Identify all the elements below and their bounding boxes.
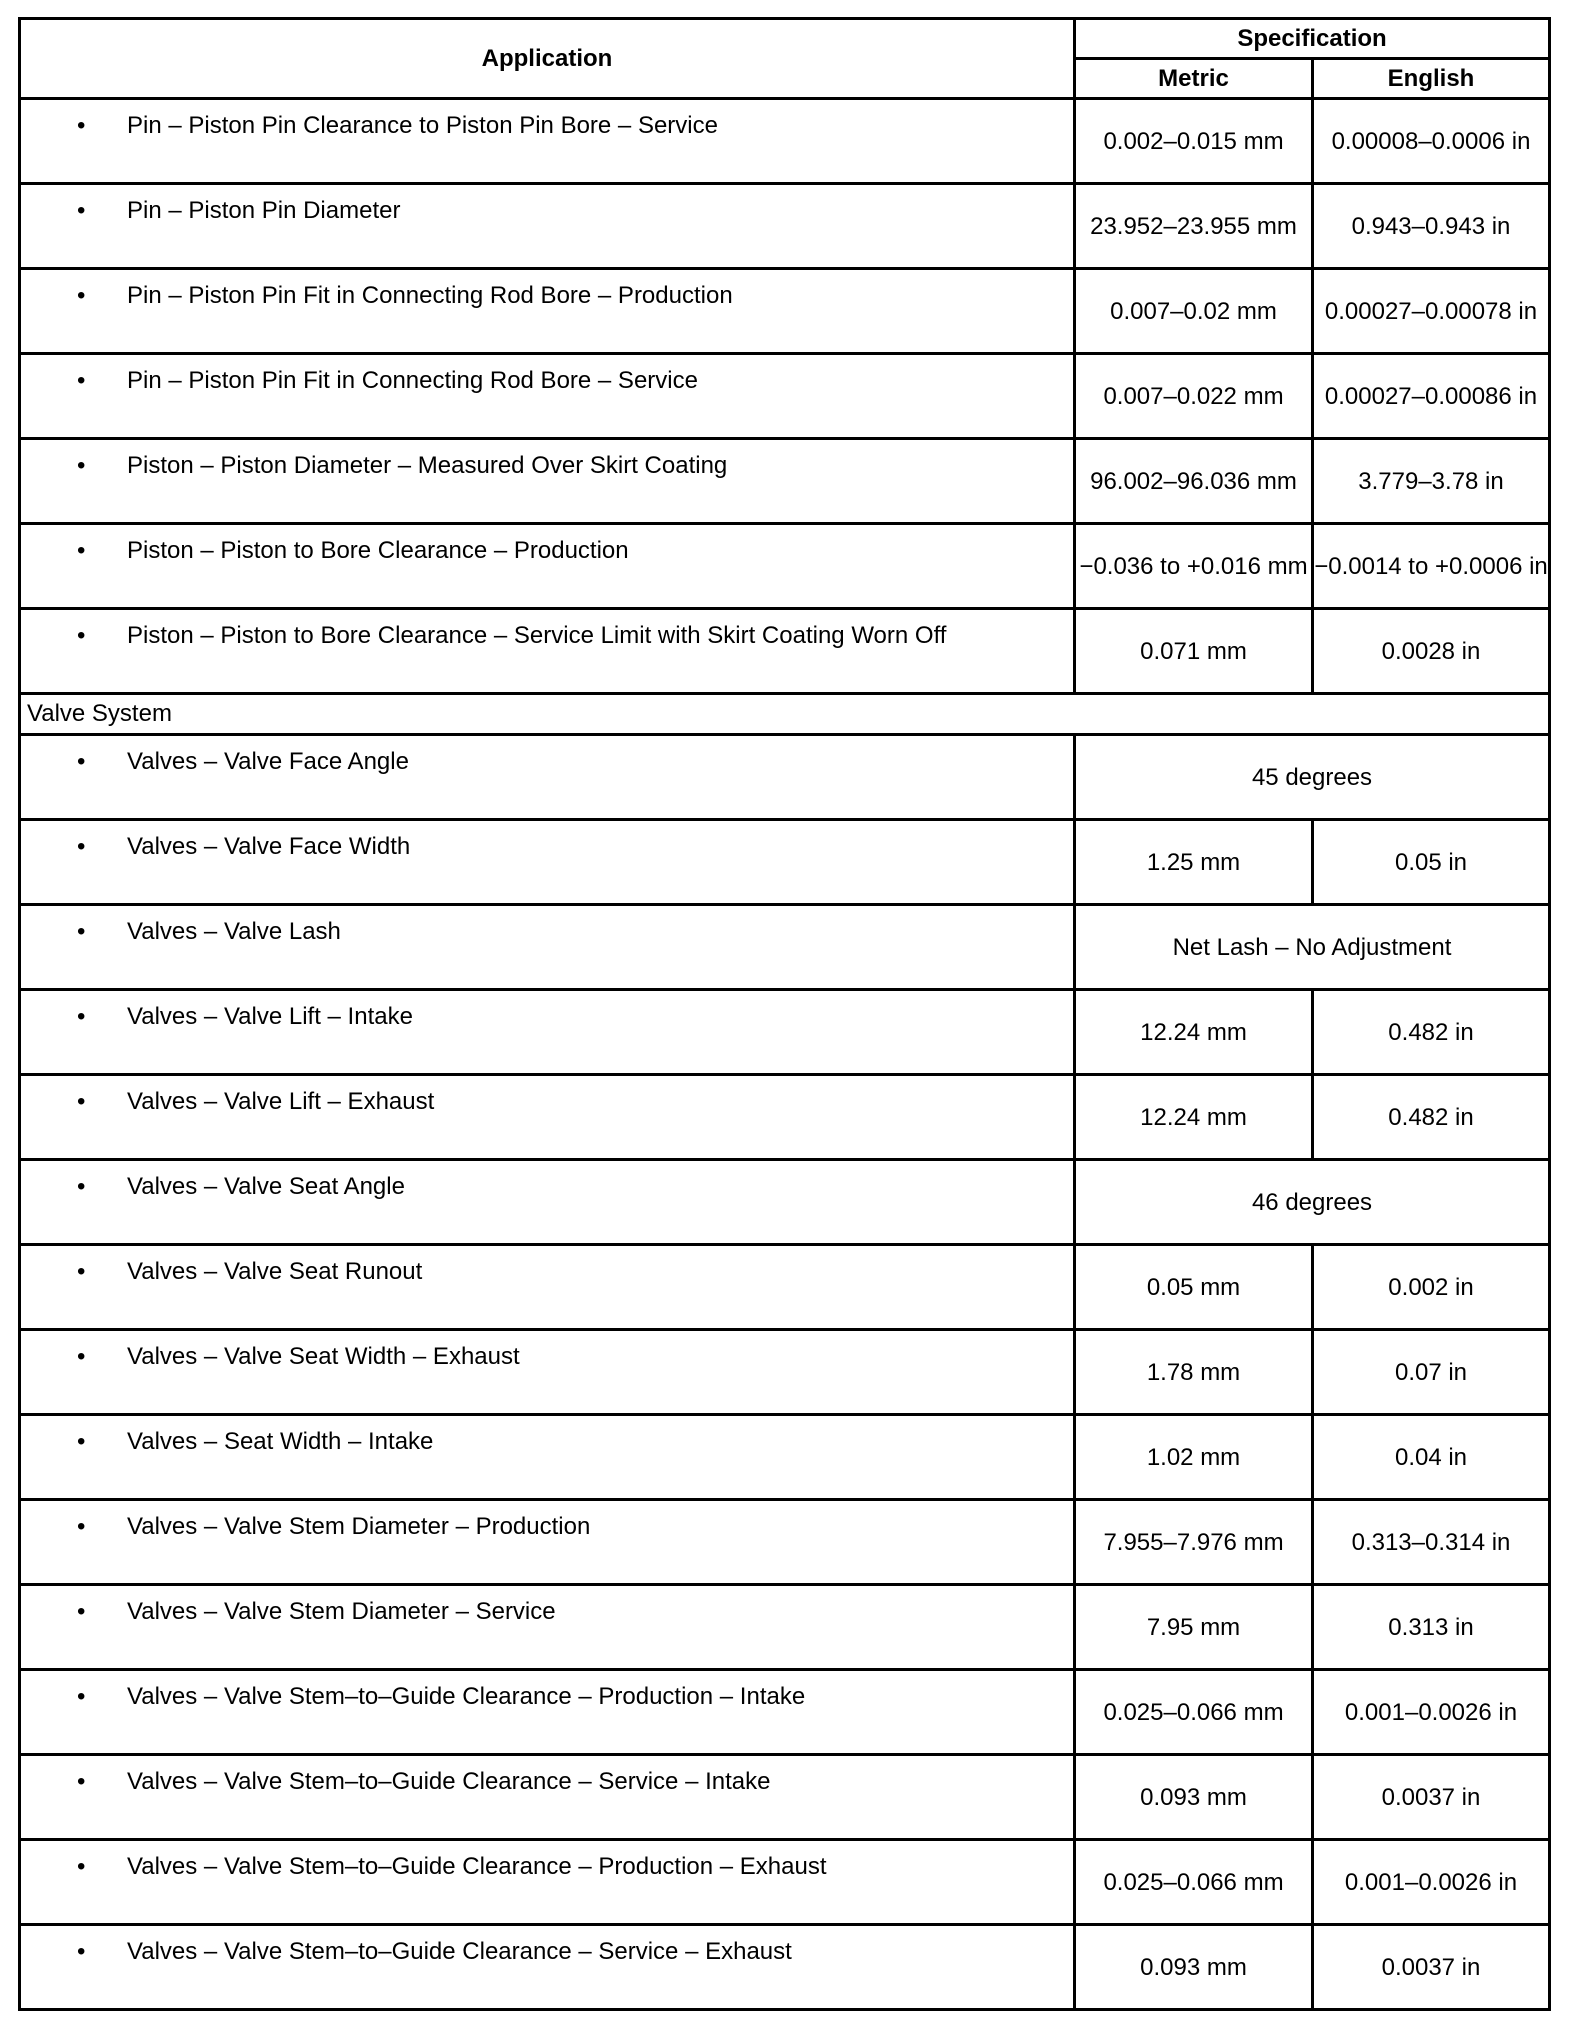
header-application: Application xyxy=(20,19,1075,99)
metric-value: 1.25 mm xyxy=(1075,820,1313,905)
english-value: 0.00008–0.0006 in xyxy=(1313,99,1550,184)
metric-value: 0.007–0.022 mm xyxy=(1075,354,1313,439)
english-value: 0.482 in xyxy=(1313,1075,1550,1160)
specification-value: 46 degrees xyxy=(1075,1160,1550,1245)
metric-value: 7.955–7.976 mm xyxy=(1075,1500,1313,1585)
metric-value: 12.24 mm xyxy=(1075,1075,1313,1160)
english-value: 0.482 in xyxy=(1313,990,1550,1075)
english-value: 0.001–0.0026 in xyxy=(1313,1840,1550,1925)
bullet: • xyxy=(77,748,86,775)
metric-value: 0.093 mm xyxy=(1075,1925,1313,2010)
application-text: Valves – Valve Face Angle xyxy=(127,748,409,775)
application-text: Valves – Valve Stem–to–Guide Clearance – Service – Intake xyxy=(127,1768,771,1795)
table-row xyxy=(20,820,1550,905)
bullet: • xyxy=(77,833,86,860)
bullet: • xyxy=(77,622,86,649)
table-row xyxy=(20,439,1550,524)
specification-value: 45 degrees xyxy=(1075,735,1550,820)
application-cell xyxy=(20,184,1075,269)
application-cell xyxy=(20,1245,1075,1330)
application-text: Pin – Piston Pin Fit in Connecting Rod Bore – Service xyxy=(127,367,698,394)
table-row xyxy=(20,354,1550,439)
application-cell xyxy=(20,1755,1075,1840)
header-english: English xyxy=(1313,59,1550,99)
section-row xyxy=(20,694,1550,735)
english-value: 3.779–3.78 in xyxy=(1313,439,1550,524)
table-row xyxy=(20,1585,1550,1670)
table-row xyxy=(20,1160,1550,1245)
metric-value: 0.007–0.02 mm xyxy=(1075,269,1313,354)
metric-value: 0.05 mm xyxy=(1075,1245,1313,1330)
table-row xyxy=(20,184,1550,269)
bullet: • xyxy=(77,1088,86,1115)
application-text: Valves – Valve Lash xyxy=(127,918,341,945)
metric-value: 7.95 mm xyxy=(1075,1585,1313,1670)
bullet: • xyxy=(77,1258,86,1285)
metric-value: 23.952–23.955 mm xyxy=(1075,184,1313,269)
bullet: • xyxy=(77,1938,86,1965)
bullet: • xyxy=(77,1173,86,1200)
bullet: • xyxy=(77,1598,86,1625)
metric-value: −0.036 to +0.016 mm xyxy=(1075,524,1313,609)
english-value: 0.07 in xyxy=(1313,1330,1550,1415)
application-text: Valves – Valve Stem Diameter – Production xyxy=(127,1513,591,1540)
specification-table xyxy=(18,17,1551,2011)
english-value: 0.05 in xyxy=(1313,820,1550,905)
bullet: • xyxy=(77,918,86,945)
application-text: Valves – Valve Seat Width – Exhaust xyxy=(127,1343,520,1370)
application-cell xyxy=(20,1075,1075,1160)
metric-value: 1.78 mm xyxy=(1075,1330,1313,1415)
metric-value: 0.071 mm xyxy=(1075,609,1313,694)
application-text: Piston – Piston to Bore Clearance – Production xyxy=(127,537,629,564)
application-cell xyxy=(20,1585,1075,1670)
bullet: • xyxy=(77,452,86,479)
application-text: Pin – Piston Pin Fit in Connecting Rod Bore – Production xyxy=(127,282,733,309)
application-cell xyxy=(20,1160,1075,1245)
application-text: Valves – Valve Lift – Exhaust xyxy=(127,1088,435,1115)
application-cell xyxy=(20,990,1075,1075)
application-cell xyxy=(20,1840,1075,1925)
bullet: • xyxy=(77,367,86,394)
table-row xyxy=(20,990,1550,1075)
application-text: Valves – Valve Seat Runout xyxy=(127,1258,423,1285)
application-text: Piston – Piston Diameter – Measured Over Skirt Coating xyxy=(127,452,728,479)
english-value: 0.313–0.314 in xyxy=(1313,1500,1550,1585)
metric-value: 1.02 mm xyxy=(1075,1415,1313,1500)
bullet: • xyxy=(77,1343,86,1370)
english-value: 0.001–0.0026 in xyxy=(1313,1670,1550,1755)
bullet: • xyxy=(77,1428,86,1455)
metric-value: 0.002–0.015 mm xyxy=(1075,99,1313,184)
application-text: Valves – Valve Face Width xyxy=(127,833,411,860)
bullet: • xyxy=(77,1003,86,1030)
english-value: 0.00027–0.00086 in xyxy=(1313,354,1550,439)
metric-value: 96.002–96.036 mm xyxy=(1075,439,1313,524)
application-cell xyxy=(20,735,1075,820)
application-text: Valves – Valve Stem–to–Guide Clearance – Service – Exhaust xyxy=(127,1938,792,1965)
english-value: 0.0028 in xyxy=(1313,609,1550,694)
bullet: • xyxy=(77,1853,86,1880)
bullet: • xyxy=(77,282,86,309)
english-value: 0.313 in xyxy=(1313,1585,1550,1670)
application-text: Valves – Valve Lift – Intake xyxy=(127,1003,413,1030)
header-specification: Specification xyxy=(1075,19,1550,59)
bullet: • xyxy=(77,112,86,139)
table-row xyxy=(20,1925,1550,2010)
table-row xyxy=(20,609,1550,694)
application-text: Valves – Seat Width – Intake xyxy=(127,1428,434,1455)
table-row xyxy=(20,1245,1550,1330)
table-row xyxy=(20,1670,1550,1755)
bullet: • xyxy=(77,1683,86,1710)
metric-value: 0.093 mm xyxy=(1075,1755,1313,1840)
english-value: 0.943–0.943 in xyxy=(1313,184,1550,269)
application-text: Pin – Piston Pin Clearance to Piston Pin Bore – Service xyxy=(127,112,718,139)
section-title-valve-system: Valve System xyxy=(20,694,1550,735)
table-row xyxy=(20,1415,1550,1500)
table-row xyxy=(20,1840,1550,1925)
application-text: Valves – Valve Stem–to–Guide Clearance – Production – Intake xyxy=(127,1683,806,1710)
table-row xyxy=(20,1075,1550,1160)
application-text: Pin – Piston Pin Diameter xyxy=(127,197,401,224)
application-text: Valves – Valve Stem Diameter – Service xyxy=(127,1598,556,1625)
english-value: 0.04 in xyxy=(1313,1415,1550,1500)
english-value: 0.0037 in xyxy=(1313,1755,1550,1840)
metric-value: 12.24 mm xyxy=(1075,990,1313,1075)
metric-value: 0.025–0.066 mm xyxy=(1075,1840,1313,1925)
english-value: 0.002 in xyxy=(1313,1245,1550,1330)
table-row xyxy=(20,269,1550,354)
bullet: • xyxy=(77,197,86,224)
english-value: 0.0037 in xyxy=(1313,1925,1550,2010)
table-row xyxy=(20,1755,1550,1840)
application-cell xyxy=(20,524,1075,609)
table-row xyxy=(20,524,1550,609)
application-text: Valves – Valve Seat Angle xyxy=(127,1173,405,1200)
application-cell xyxy=(20,1415,1075,1500)
bullet: • xyxy=(77,1513,86,1540)
application-cell xyxy=(20,905,1075,990)
application-cell xyxy=(20,99,1075,184)
application-cell xyxy=(20,820,1075,905)
application-cell xyxy=(20,1500,1075,1585)
bullet: • xyxy=(77,537,86,564)
bullet: • xyxy=(77,1768,86,1795)
application-text: Valves – Valve Stem–to–Guide Clearance – Production – Exhaust xyxy=(127,1853,827,1880)
application-text: Piston – Piston to Bore Clearance – Service Limit with Skirt Coating Worn Off xyxy=(127,622,947,649)
application-cell xyxy=(20,269,1075,354)
table-row xyxy=(20,905,1550,990)
english-value: 0.00027–0.00078 in xyxy=(1313,269,1550,354)
metric-value: 0.025–0.066 mm xyxy=(1075,1670,1313,1755)
application-cell xyxy=(20,439,1075,524)
table-row xyxy=(20,99,1550,184)
table-row xyxy=(20,1330,1550,1415)
specification-value: Net Lash – No Adjustment xyxy=(1075,905,1550,990)
application-cell xyxy=(20,609,1075,694)
header-metric: Metric xyxy=(1075,59,1313,99)
application-cell xyxy=(20,1925,1075,2010)
application-cell xyxy=(20,354,1075,439)
table-row xyxy=(20,1500,1550,1585)
english-value: −0.0014 to +0.0006 in xyxy=(1313,524,1550,609)
application-cell xyxy=(20,1670,1075,1755)
application-cell xyxy=(20,1330,1075,1415)
table-row xyxy=(20,735,1550,820)
